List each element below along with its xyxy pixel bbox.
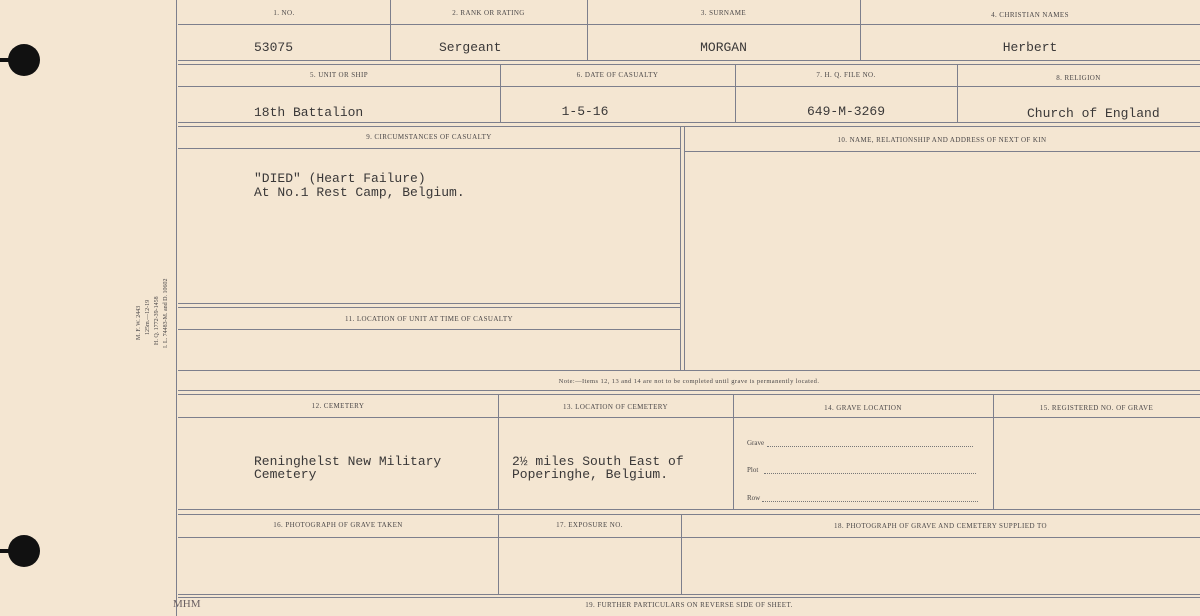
corner-mark: MHM [173,598,201,610]
row12-top-line [178,394,1200,395]
loc-top-line-2 [178,307,680,308]
label-photo-supplied: 18. PHOTOGRAPH OF GRAVE AND CEMETERY SUPPLIED TO [834,522,1047,530]
nok-header-line [684,151,1200,152]
label-no: 1. NO. [273,9,295,17]
label-further: 19. FURTHER PARTICULARS ON REVERSE SIDE OF SHEET. [585,601,793,609]
label-location-of-cemetery: 13. LOCATION OF CEMETERY [563,403,668,411]
binder-tab-top [0,58,12,62]
circ-right-border [680,126,681,370]
side-print-line-1: M. F. W. 2443 [136,305,142,340]
side-print-line-3: H. Q. 1772-39-1458 [154,296,160,345]
label-photo-taken: 16. PHOTOGRAPH OF GRAVE TAKEN [273,521,403,529]
circ-top-line [178,126,1200,127]
label-rank: 2. RANK OR RATING [452,9,525,17]
value-cemetery-line-2: Cemetery [254,467,317,482]
label-plot: Plot [747,466,759,474]
side-print-line-4: I. L. 74483-M. and D. 10602 [163,278,169,348]
label-grave-location: 14. GRAVE LOCATION [824,404,902,412]
row2-bottom-line [178,122,1200,123]
value-surname: MORGAN [700,40,747,55]
value-cemetery-line-1: Reninghelst New Military [254,454,442,469]
value-hq-file: 649-M-3269 [806,104,885,119]
value-date-of-casualty: 1-5-16 [561,104,609,119]
left-border [176,0,177,616]
value-rank: Sergeant [439,40,502,55]
value-location-of-cemetery-line-2: Poperinghe, Belgium. [512,467,669,482]
value-circumstances-line-1: "DIED" (Heart Failure) [254,171,426,186]
label-cemetery: 12. CEMETERY [311,402,365,410]
binder-hole-top [8,44,40,76]
label-circumstances: 9. CIRCUMSTANCES OF CASUALTY [366,133,492,141]
value-circumstances-line-2: At No.1 Rest Camp, Belgium. [254,185,465,200]
label-row: Row [747,494,761,502]
note-text: Note:—Items 12, 13 and 14 are not to be completed until grave is permanently located. [558,378,820,385]
value-no: 53075 [254,40,294,55]
plot-dotline [764,473,976,474]
loc-top-line-1 [178,303,680,304]
row2-div-3 [957,64,958,122]
note-bottom-line [178,390,1200,391]
row1-bottom-line [178,60,1200,61]
label-grave: Grave [747,439,765,447]
row12-bottom-line [178,509,1200,510]
binder-tab-bottom [0,549,12,553]
row16-top-line [178,514,1200,515]
row-dotline [762,501,978,502]
nok-left-border [684,126,685,370]
row2-top-line [178,64,1200,65]
label-hq-file: 7. H. Q. FILE NO. [816,71,876,79]
grave-dotline [767,446,973,447]
row1-header-line [178,24,1200,25]
side-print-line-2: 125m.—12-19 [145,299,151,335]
row2-header-line [178,86,1200,87]
value-unit: 18th Battalion [254,105,364,120]
label-christian-names: 4. CHRISTIAN NAMES [991,11,1069,19]
row16-header-line [178,537,1200,538]
row19-top-line [178,594,1200,595]
row12-header-line [178,417,1200,418]
label-exposure: 17. EXPOSURE NO. [556,521,623,529]
label-religion: 8. RELIGION [1056,74,1101,82]
value-location-of-cemetery-line-1: 2½ miles South East of [512,454,684,469]
note-top-line [178,370,1200,371]
binder-hole-bottom [8,535,40,567]
label-next-of-kin: 10. NAME, RELATIONSHIP AND ADDRESS OF NEXT OF KIN [837,136,1047,144]
circ-header-line [178,148,680,149]
label-location-of-unit: 11. LOCATION OF UNIT AT TIME OF CASUALTY [345,315,513,323]
label-date-of-casualty: 6. DATE OF CASUALTY [576,71,659,79]
row19-top-line-2 [178,597,1200,598]
row12-div-1 [498,394,499,509]
label-registered-no: 15. REGISTERED NO. OF GRAVE [1039,404,1154,412]
label-unit: 5. UNIT OR SHIP [310,71,368,79]
value-christian-names: Herbert [1002,40,1058,55]
value-religion: Church of England [1027,106,1160,121]
loc-header-line [178,329,680,330]
label-surname: 3. SURNAME [700,9,747,17]
